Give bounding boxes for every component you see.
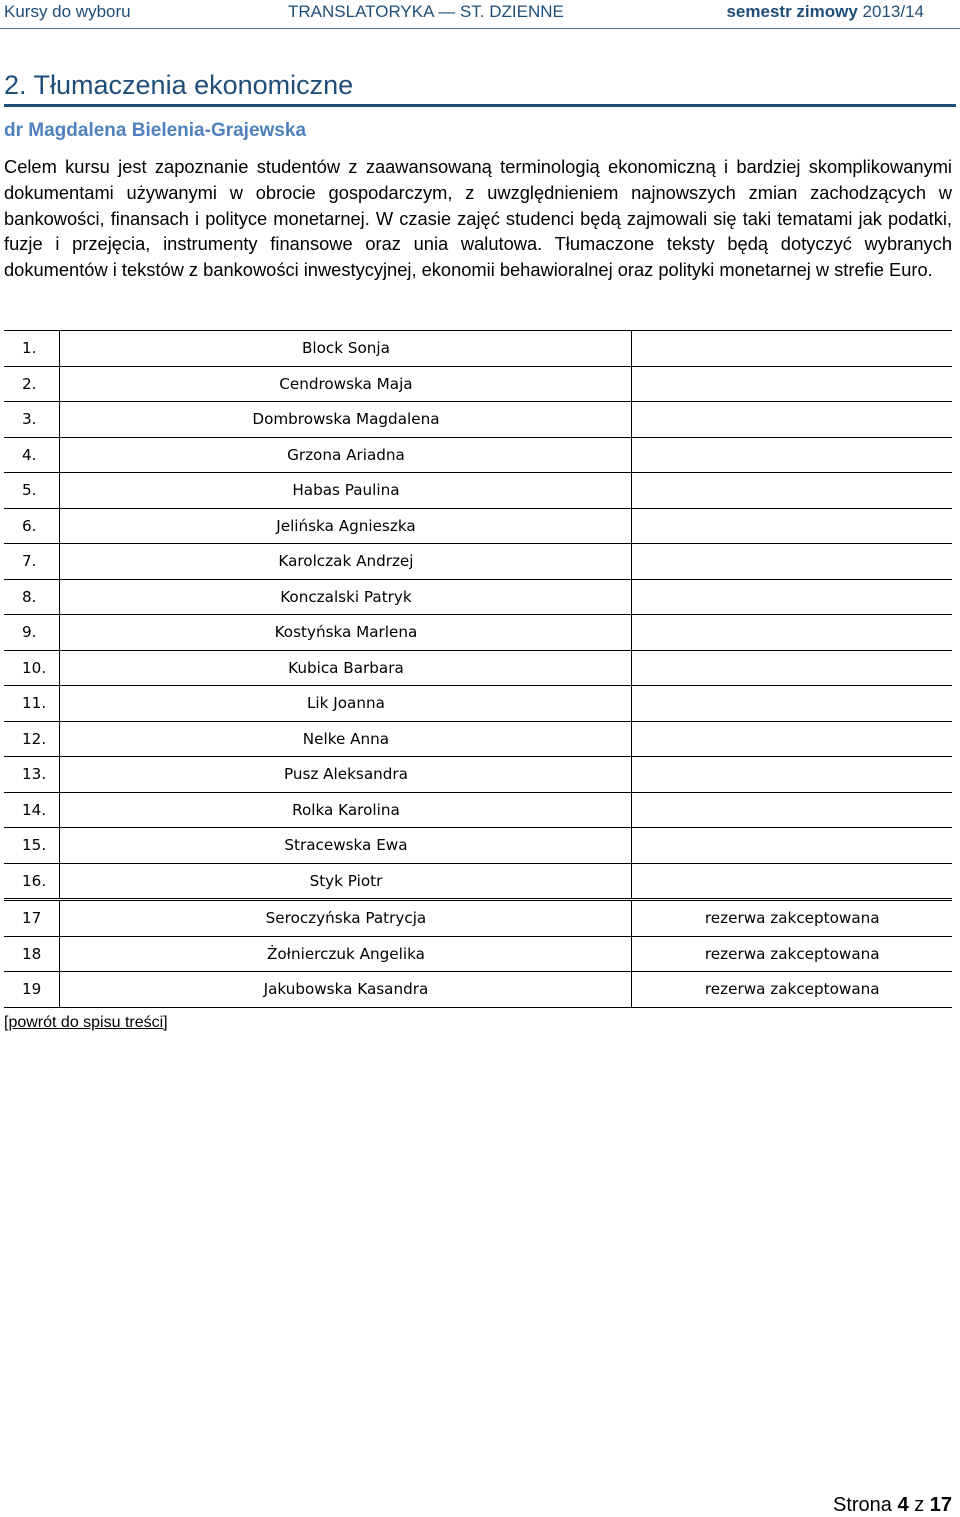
- student-number: 6.: [4, 508, 60, 544]
- table-row: [4, 437, 952, 473]
- student-number: 4.: [4, 437, 60, 473]
- table-row: [4, 900, 952, 937]
- header-semester-label: semestr zimowy: [726, 2, 858, 21]
- page-header: [0, 0, 960, 26]
- header-program: TRANSLATORYKA — ST. DZIENNE: [288, 2, 564, 21]
- table-row: [4, 863, 952, 900]
- student-status: [632, 792, 952, 828]
- header-semester: [726, 2, 924, 22]
- student-name: Pusz Aleksandra: [60, 757, 632, 793]
- student-status: [632, 508, 952, 544]
- table-row: [4, 331, 952, 367]
- header-course-type: Kursy do wyboru: [4, 2, 131, 21]
- table-row: [4, 686, 952, 722]
- page-number: [833, 1494, 952, 1517]
- student-name: Jakubowska Kasandra: [60, 972, 632, 1008]
- student-name: Lik Joanna: [60, 686, 632, 722]
- table-row: [4, 508, 952, 544]
- back-to-contents-link[interactable]: [powrót do spisu treści]: [4, 1014, 168, 1031]
- student-number: 8.: [4, 579, 60, 615]
- student-name: Nelke Anna: [60, 721, 632, 757]
- page-current: 4: [897, 1494, 909, 1516]
- student-number: 2.: [4, 366, 60, 402]
- header-year: 2013/14: [862, 2, 924, 21]
- student-name: Żołnierczuk Angelika: [60, 936, 632, 972]
- table-row: [4, 579, 952, 615]
- student-number: 16.: [4, 863, 60, 900]
- student-number: 10.: [4, 650, 60, 686]
- table-row: [4, 972, 952, 1008]
- student-status: [632, 615, 952, 651]
- section-title-underline: [4, 104, 956, 107]
- student-number: 17: [4, 900, 60, 937]
- table-row: [4, 721, 952, 757]
- student-status: rezerwa zakceptowana: [704, 944, 880, 963]
- table-row: [4, 757, 952, 793]
- student-status: [632, 544, 952, 580]
- course-description: Celem kursu jest zapoznanie studentów z zaawansowaną terminologią ekonomiczną i bardziej skomplikowanymi dokumentami używanymi w obrocie gospodarczym, z uwzględnieniem najnowszych zmian zachodzących w bankowości, finansach i polityce monetarnej. W czasie zajęć studenci będą zajmowali się taki tematami jak podatki, fuzje i przejęcia, instrumenty finansowe oraz unia walutowa. Tłumaczone teksty będą dotyczyć wybranych dokumentów i tekstów z bankowości inwestycyjnej, ekonomii behawioralnej oraz polityki monetarnej w strefie Euro.: [4, 156, 952, 281]
- student-status: [632, 686, 952, 722]
- student-status: [632, 828, 952, 864]
- table-row: [4, 544, 952, 580]
- student-name: Karolczak Andrzej: [60, 544, 632, 580]
- student-status: rezerwa zakceptowana: [632, 900, 952, 937]
- student-status: [632, 863, 952, 900]
- student-number: 7.: [4, 544, 60, 580]
- student-name: Stracewska Ewa: [60, 828, 632, 864]
- student-name: Konczalski Patryk: [60, 579, 632, 615]
- header-divider: [0, 28, 960, 29]
- student-status: rezerwa zakceptowana: [704, 980, 880, 999]
- student-name: Styk Piotr: [60, 863, 632, 900]
- table-row: [4, 402, 952, 438]
- student-status: [632, 721, 952, 757]
- student-number: 9.: [4, 615, 60, 651]
- table-row: [4, 792, 952, 828]
- student-number: 12.: [4, 721, 60, 757]
- student-status: [632, 473, 952, 509]
- student-number: 19: [4, 972, 60, 1008]
- student-name: Habas Paulina: [60, 473, 632, 509]
- student-name: Kubica Barbara: [60, 650, 632, 686]
- student-number: 11.: [4, 686, 60, 722]
- student-name: Dombrowska Magdalena: [60, 402, 632, 438]
- table-row: [4, 828, 952, 864]
- table-row: [4, 473, 952, 509]
- section-title: 2. Tłumaczenia ekonomiczne: [4, 70, 354, 100]
- table-row: [4, 615, 952, 651]
- table-row: [4, 936, 952, 972]
- student-name: Jelińska Agnieszka: [60, 508, 632, 544]
- table-row: [4, 650, 952, 686]
- student-name: Grzona Ariadna: [60, 437, 632, 473]
- student-name: Rolka Karolina: [60, 792, 632, 828]
- page-total: 17: [929, 1494, 952, 1516]
- student-status: [632, 437, 952, 473]
- student-list-table: [4, 330, 952, 1008]
- student-name: Cendrowska Maja: [60, 366, 632, 402]
- student-status: [632, 366, 952, 402]
- student-status: [632, 650, 952, 686]
- page-prefix: Strona: [833, 1494, 892, 1516]
- student-number: 13.: [4, 757, 60, 793]
- student-status: [632, 402, 952, 438]
- student-number: 5.: [4, 473, 60, 509]
- student-name: Seroczyńska Patrycja: [60, 900, 632, 937]
- page-separator: z: [914, 1494, 925, 1516]
- student-number: 15.: [4, 828, 60, 864]
- student-number: 3.: [4, 402, 60, 438]
- student-status: [632, 331, 952, 367]
- student-status: [632, 757, 952, 793]
- student-status: [632, 579, 952, 615]
- student-number: 18: [4, 936, 60, 972]
- student-name: Block Sonja: [60, 331, 632, 367]
- course-author: dr Magdalena Bielenia-Grajewska: [4, 120, 307, 141]
- student-name: Kostyńska Marlena: [60, 615, 632, 651]
- student-number: 14.: [4, 792, 60, 828]
- table-row: [4, 366, 952, 402]
- student-number: 1.: [4, 331, 60, 367]
